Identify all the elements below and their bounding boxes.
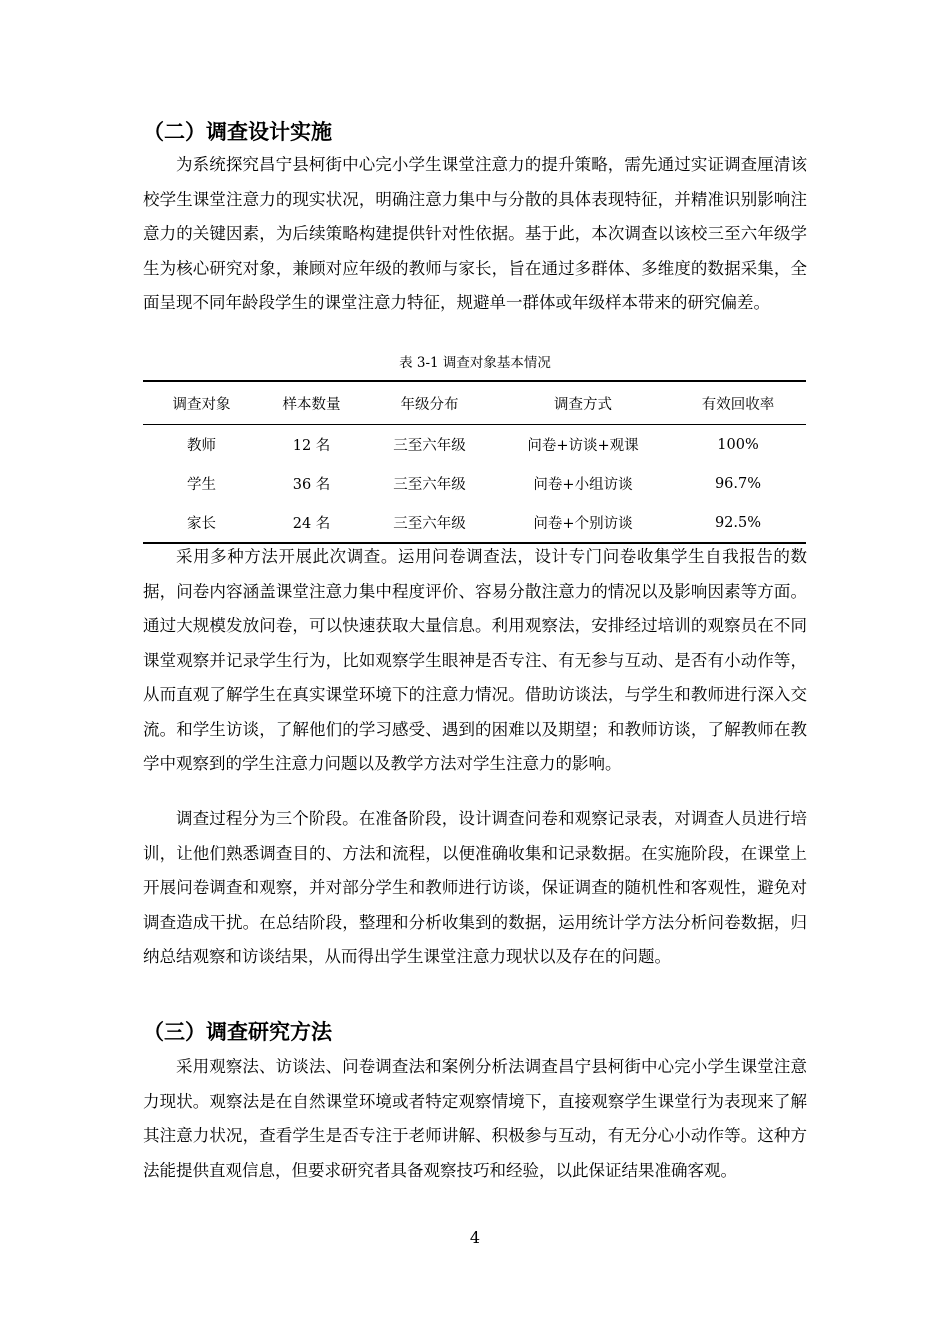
column-header-return-rate: 有效回收率 xyxy=(670,381,806,425)
table-cell: 家长 xyxy=(143,503,260,543)
table-row xyxy=(143,464,806,503)
table-cell: 三至六年级 xyxy=(363,503,496,543)
table-cell: 96.7% xyxy=(714,475,762,492)
page-number: 4 xyxy=(469,1228,481,1247)
column-header-grade: 年级分布 xyxy=(363,381,496,425)
table-row xyxy=(143,503,806,543)
column-header-sample-size: 样本数量 xyxy=(260,381,363,425)
table-row xyxy=(143,425,806,465)
table-header-row xyxy=(143,381,806,425)
table-cell: 学生 xyxy=(187,477,216,493)
survey-subjects-table xyxy=(143,380,806,544)
section-heading-methods: （三）调查研究方法 xyxy=(143,1020,332,1044)
table-cell: 问卷+小组访谈 xyxy=(533,477,633,493)
paragraph-intro: 为系统探究昌宁县柯街中心完小学生课堂注意力的提升策略，需先通过实证调查厘清该校学生课堂注意力的现实状况，明确注意力集中与分散的具体表现特征，并精准识别影响注意力的关键因素，为后续策略构建提供针对性依据。基于此，本次调查以该校三至六年级学生为核心研究对象，兼顾对应年级的教师与家长，旨在通过多群体、多维度的数据采集，全面呈现不同年龄段学生的课堂注意力特征，规避单一群体或年级样本带来的研究偏差。 xyxy=(143,155,807,312)
table-cell: 92.5% xyxy=(670,503,806,543)
column-header-method: 调查方式 xyxy=(496,381,670,425)
paragraph-process: 调查过程分为三个阶段。在准备阶段，设计调查问卷和观察记录表，对调查人员进行培训，让他们熟悉调查目的、方法和流程，以便准确收集和记录数据。在实施阶段，在课堂上开展问卷调查和观察，并对部分学生和教师进行访谈，保证调查的随机性和客观性，避免对调查造成干扰。在总结阶段，整理和分析收集到的数据，运用统计学方法分析问卷数据，归纳总结观察和访谈结果，从而得出学生课堂注意力现状以及存在的问题。 xyxy=(143,809,807,966)
table-cell: 三至六年级 xyxy=(393,477,466,493)
section-heading-design: （二）调查设计实施 xyxy=(143,120,332,144)
table-cell: 36 名 xyxy=(292,477,331,493)
column-header-subject: 调查对象 xyxy=(143,381,260,425)
table-cell: 12 名 xyxy=(292,438,331,454)
table-cell: 问卷+访谈+观课 xyxy=(527,438,639,454)
table-cell: 教师 xyxy=(187,438,216,454)
table-cell: 24 名 xyxy=(260,503,363,543)
paragraph-methods: 采用多种方法开展此次调查。运用问卷调查法，设计专门问卷收集学生自我报告的数据，问卷内容涵盖课堂注意力集中程度评价、容易分散注意力的情况以及影响因素等方面。通过大规模发放问卷，可以快速获取大量信息。利用观察法，安排经过培训的观察员在不同课堂观察并记录学生行为，比如观察学生眼神是否专注、有无参与互动、是否有小动作等，从而直观了解学生在真实课堂环境下的注意力情况。借助访谈法，与学生和教师进行深入交流。和学生访谈，了解他们的学习感受、遇到的困难以及期望；和教师访谈，了解教师在教学中观察到的学生注意力问题以及教学方法对学生注意力的影响。 xyxy=(143,547,807,773)
table-caption: 表 3-1 调查对象基本情况 xyxy=(399,355,551,371)
paragraph-research-methods: 采用观察法、访谈法、问卷调查法和案例分析法调查昌宁县柯街中心完小学生课堂注意力现状。观察法是在自然课堂环境或者特定观察情境下，直接观察学生课堂行为表现来了解其注意力状况，查看学生是否专注于老师讲解、积极参与互动，有无分心小动作等。这种方法能提供直观信息，但要求研究者具备观察技巧和经验，以此保证结果准确客观。 xyxy=(143,1057,807,1180)
table-cell: 三至六年级 xyxy=(393,438,466,454)
table-cell: 100% xyxy=(717,436,759,453)
table-cell: 问卷+个别访谈 xyxy=(496,503,670,543)
